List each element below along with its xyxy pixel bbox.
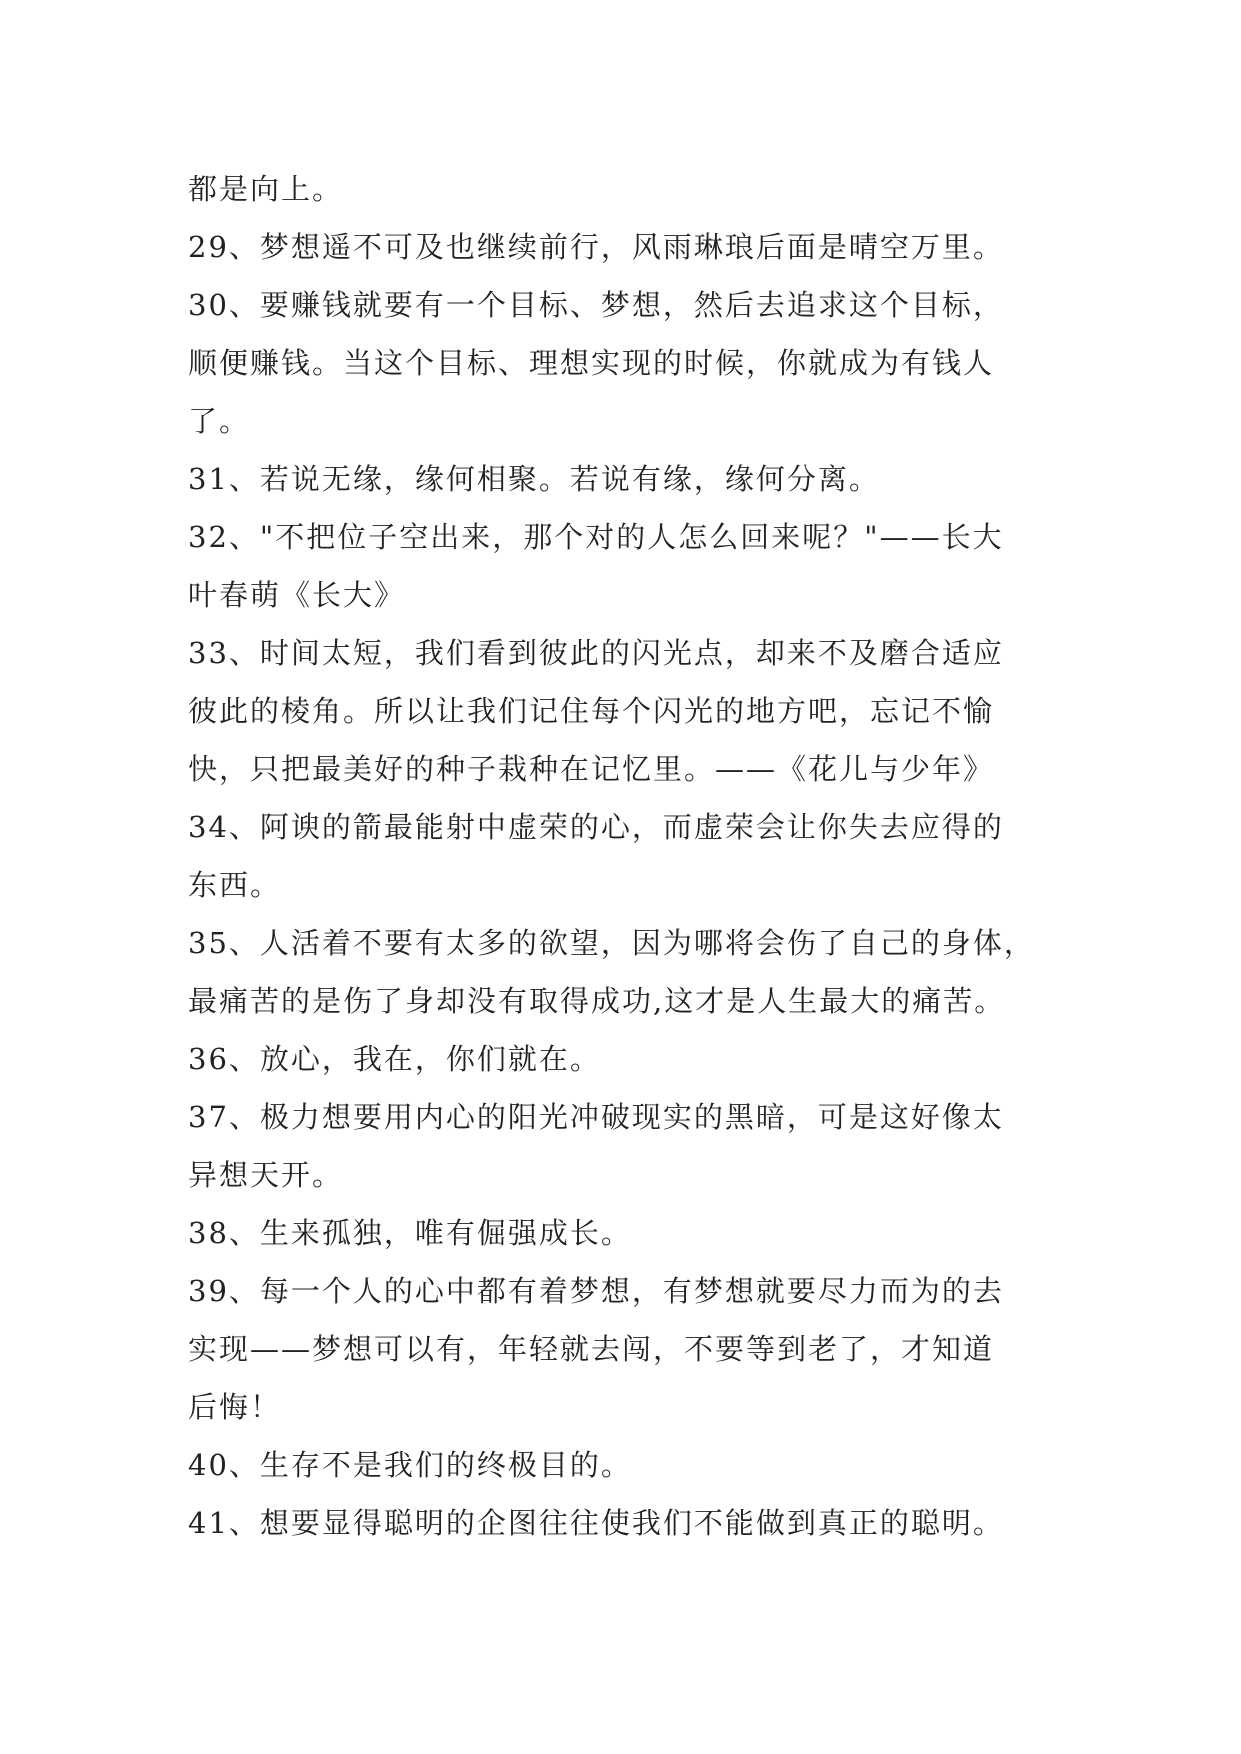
text-line: 顺便赚钱。当这个目标、理想实现的时候，你就成为有钱人 <box>188 346 995 380</box>
text-line: 30、要赚钱就要有一个目标、梦想，然后去追求这个目标， <box>188 288 1004 322</box>
text-line: 都是向上。 <box>188 172 344 206</box>
text-line: 39、每一个人的心中都有着梦想，有梦想就要尽力而为的去 <box>188 1274 1004 1308</box>
text-line: 异想天开。 <box>188 1158 344 1192</box>
text-line: 40、生存不是我们的终极目的。 <box>188 1448 632 1482</box>
text-line: 后悔！ <box>188 1390 282 1424</box>
text-line: 36、放心，我在，你们就在。 <box>188 1042 601 1076</box>
text-line: 实现——梦想可以有，年轻就去闯，不要等到老了，才知道 <box>188 1332 995 1366</box>
text-line: 叶春萌《长大》 <box>188 578 406 612</box>
text-line: 35、人活着不要有太多的欲望，因为哪将会伤了自己的身体， <box>188 926 1035 960</box>
text-line: 东西。 <box>188 868 282 902</box>
text-line: 33、时间太短，我们看到彼此的闪光点，却来不及磨合适应 <box>188 636 1004 670</box>
text-line: 29、梦想遥不可及也继续前行，风雨琳琅后面是晴空万里。 <box>188 230 1004 264</box>
text-line: 32、"不把位子空出来，那个对的人怎么回来呢？"——长大 <box>188 520 1004 554</box>
text-line: 31、若说无缘，缘何相聚。若说有缘，缘何分离。 <box>188 462 880 496</box>
text-line: 34、阿谀的箭最能射中虚荣的心，而虚荣会让你失去应得的 <box>188 810 1004 844</box>
text-line: 最痛苦的是伤了身却没有取得成功,这才是人生最大的痛苦。 <box>188 984 1006 1018</box>
text-line: 41、想要显得聪明的企图往往使我们不能做到真正的聪明。 <box>188 1506 1004 1540</box>
text-line: 彼此的棱角。所以让我们记住每个闪光的地方吧，忘记不愉 <box>188 694 995 728</box>
text-line: 38、生来孤独，唯有倔强成长。 <box>188 1216 632 1250</box>
text-line: 快，只把最美好的种子栽种在记忆里。——《花儿与少年》 <box>188 752 995 786</box>
text-line: 了。 <box>188 404 251 438</box>
document-body <box>188 160 1068 1552</box>
text-line: 37、极力想要用内心的阳光冲破现实的黑暗，可是这好像太 <box>188 1100 1004 1134</box>
